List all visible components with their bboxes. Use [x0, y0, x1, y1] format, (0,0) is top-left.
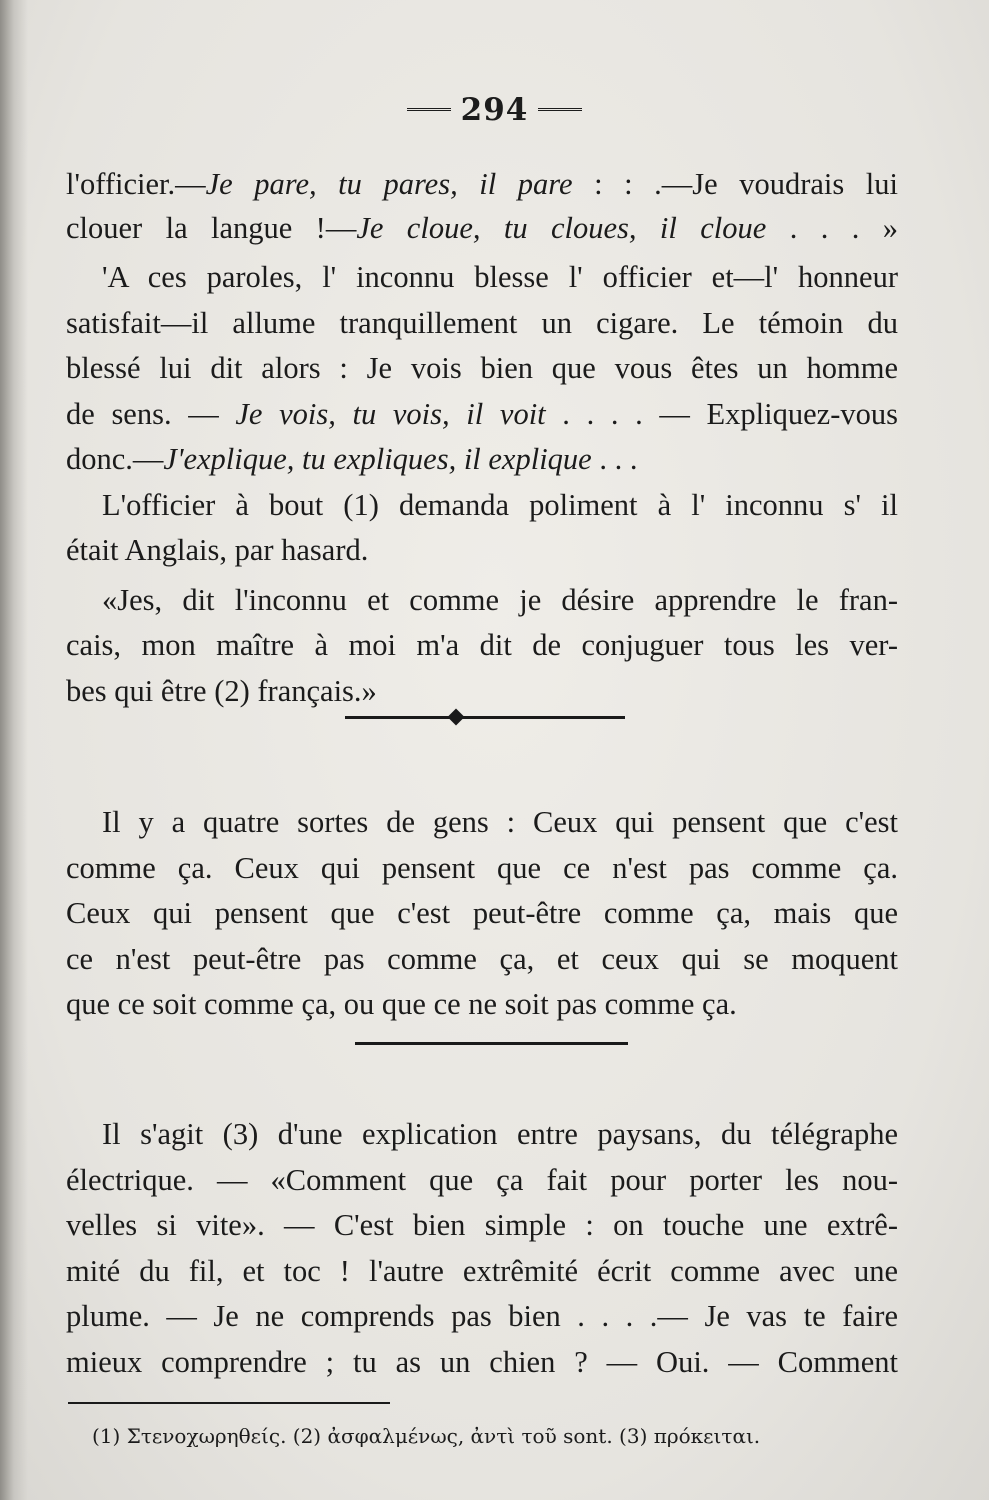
footnotes: (1) Στενοχωρηθείς. (2) ἀσφαλμένως, ἀντὶ τοῦ sont. (3) πρόκειται.	[92, 1424, 761, 1448]
text-line: Il y a quatre sortes de gens : Ceux qui pensent que c'est	[102, 805, 898, 839]
text-line: mieux comprendre ; tu as un chien ? — Oui. — Comment	[66, 1344, 898, 1379]
text-line: électrique. — «Comment que ça fait pour porter les nou-	[66, 1162, 898, 1197]
text-line: L'officier à bout (1) demanda poliment à l' inconnu s' il	[102, 487, 898, 522]
header-left-dash	[407, 108, 451, 115]
footnote-rule	[68, 1402, 390, 1404]
text-line: ce n'est peut-être pas comme ça, et ceux qui se moquent	[66, 941, 898, 976]
text-line: blessé lui dit alors : Je vois bien que vous êtes un homme	[66, 351, 898, 385]
text-line: donc.—J'explique, tu expliques, il explique . . .	[66, 442, 638, 476]
paragraph-dialogue	[66, 162, 898, 714]
text-line: plume. — Je ne comprends pas bien . . . .— Je vas te faire	[66, 1299, 898, 1333]
page-header	[0, 92, 989, 128]
text-line: Ceux qui pensent que c'est peut-être comme ça, mais que	[66, 896, 898, 930]
text-line: que ce soit comme ça, ou que ce ne soit pas comme ça.	[66, 987, 737, 1021]
text-line: clouer la langue !—Je cloue, tu cloues, il cloue . . . »	[66, 210, 898, 245]
text-line: Il s'agit (3) d'une explication entre paysans, du télégraphe	[102, 1117, 898, 1151]
text-line: velles si vite». — C'est bien simple : on touche une extrê-	[66, 1208, 898, 1242]
page-number: 294	[460, 92, 529, 128]
text-line: comme ça. Ceux qui pensent que ce n'est pas comme ça.	[66, 850, 898, 885]
text-line: «Jes, dit l'inconnu et comme je désire apprendre le fran-	[102, 582, 898, 617]
header-right-dash	[538, 108, 582, 115]
paragraph-four-kinds	[66, 800, 898, 1028]
page-binding-shadow	[0, 0, 28, 1500]
text-line: l'officier.—Je pare, tu pares, il pare : : .—Je voudrais lui	[66, 167, 898, 201]
text-line: 'A ces paroles, l' inconnu blesse l' officier et—l' honneur	[102, 260, 898, 294]
ornamental-divider	[345, 716, 625, 719]
section-divider	[355, 1042, 628, 1045]
paragraph-telegraph	[66, 1112, 898, 1385]
text-line: cais, mon maître à moi m'a dit de conjuguer tous les ver-	[66, 628, 898, 662]
text-line: de sens. — Je vois, tu vois, il voit . . . . — Expliquez-vous	[66, 396, 898, 431]
text-line: mité du fil, et toc ! l'autre extrêmité écrit comme avec une	[66, 1253, 898, 1288]
text-line: était Anglais, par hasard.	[66, 533, 369, 567]
text-line: bes qui être (2) français.»	[66, 673, 377, 708]
text-line: satisfait—il allume tranquillement un cigare. Le témoin du	[66, 305, 898, 340]
